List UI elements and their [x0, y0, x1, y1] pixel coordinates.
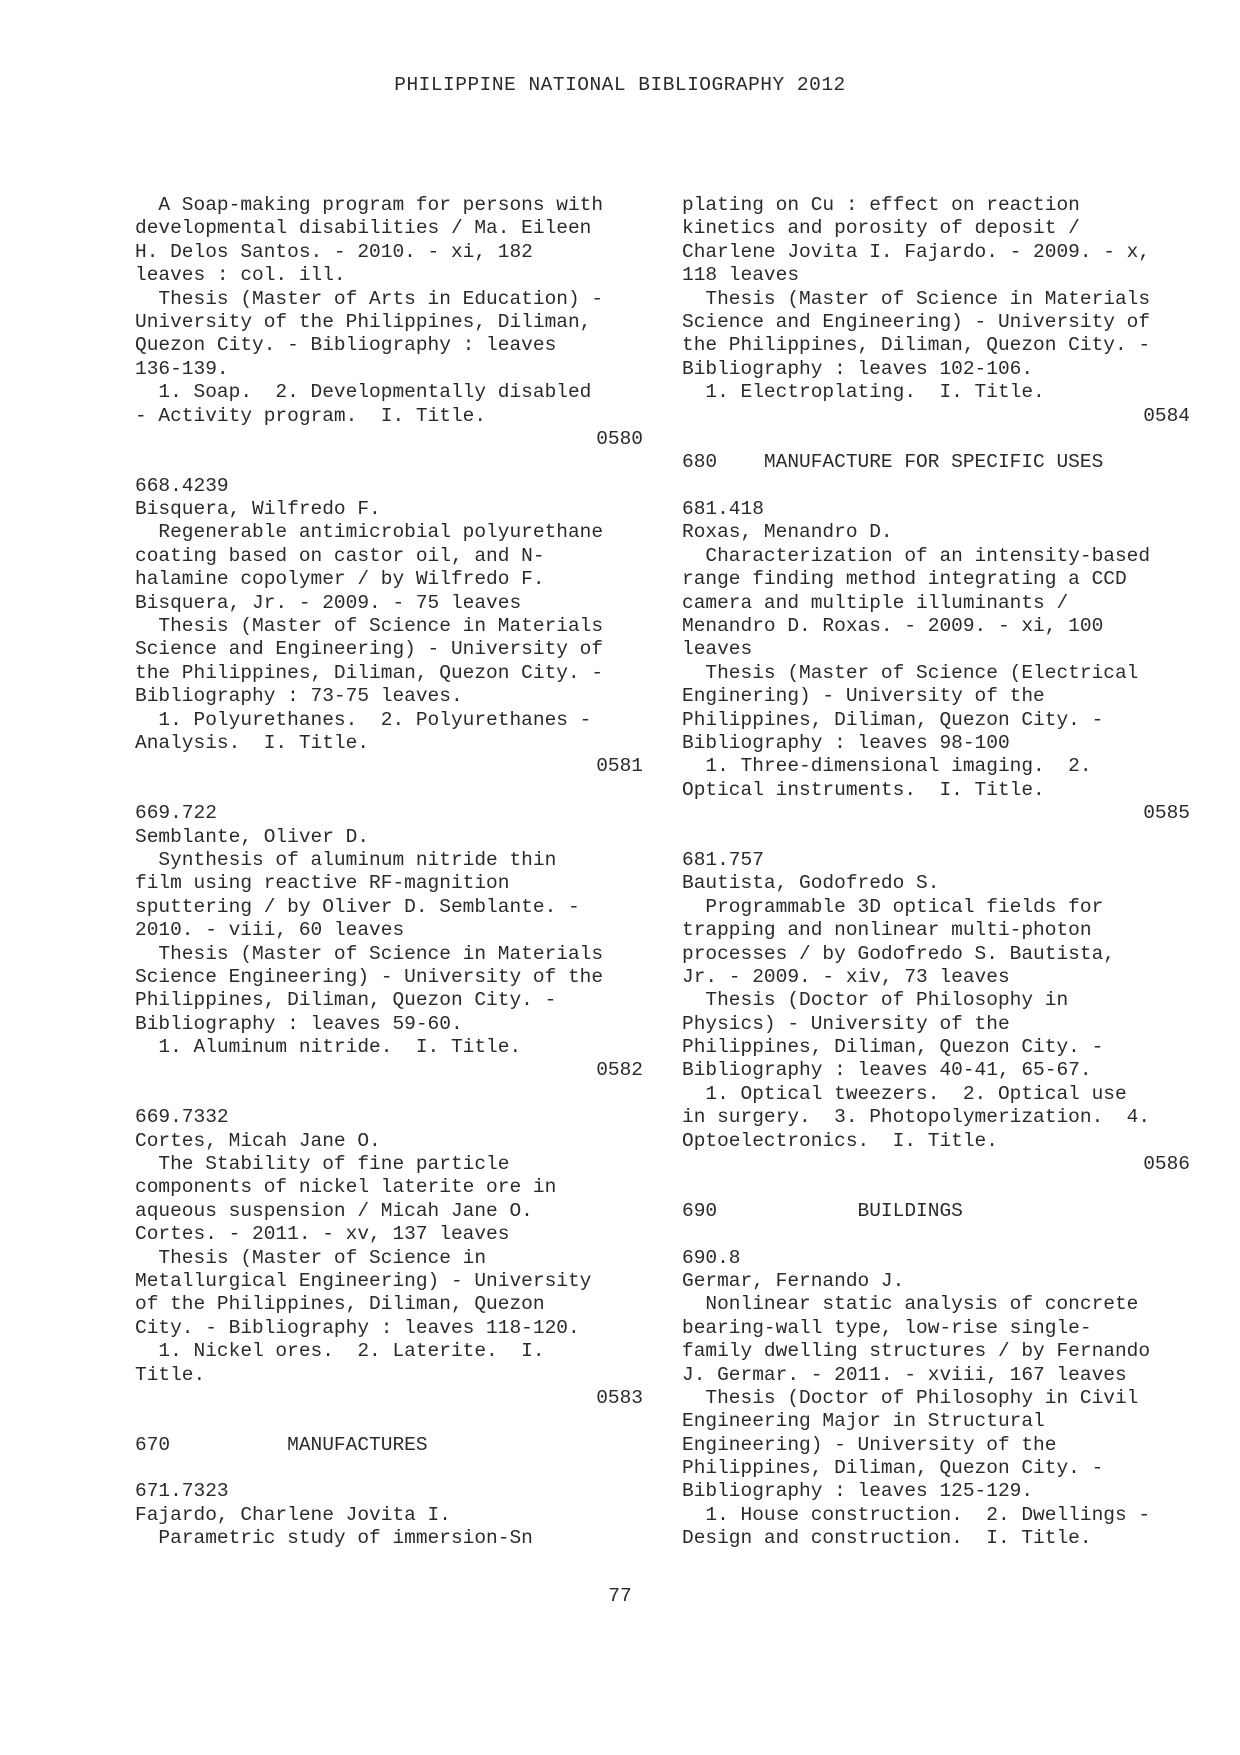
entry-line: Bibliography : leaves 59-60. — [135, 1012, 463, 1035]
entry-line: leaves — [682, 638, 753, 661]
entry-line: leaves : col. ill. — [135, 264, 346, 287]
call-number: 690.8 — [682, 1246, 741, 1269]
entry-line: Characterization of an intensity-based — [682, 544, 1151, 567]
call-number: 669.7332 — [135, 1106, 229, 1129]
entry-line: 118 leaves — [682, 264, 800, 287]
entry-line: Cortes, Micah Jane O. — [135, 1129, 381, 1152]
record-number: 0585 — [1143, 802, 1190, 825]
entry-line: in surgery. 3. Photopolymerization. 4. — [682, 1106, 1151, 1129]
entry-line: Science and Engineering) - University of — [682, 310, 1151, 333]
entry-line: Bibliography : 73-75 leaves. — [135, 685, 463, 708]
entry-line: Science and Engineering) - University of — [135, 638, 604, 661]
entry-line: Science Engineering) - University of the — [135, 965, 604, 988]
entry-line: the Philippines, Diliman, Quezon City. - — [135, 661, 604, 684]
entry-line: Regenerable antimicrobial polyurethane — [135, 521, 604, 544]
entry-line: Jr. - 2009. - xiv, 73 leaves — [682, 965, 1010, 988]
entry-line: sputtering / by Oliver D. Semblante. - — [135, 895, 580, 918]
entry-line — [682, 475, 1190, 498]
entry-line: Engineering Major in Structural — [682, 1410, 1045, 1433]
entry-line: Thesis (Master of Science in Materials — [135, 615, 604, 638]
entry-line: Thesis (Master of Science in Materials — [135, 942, 604, 965]
section-heading: 690 BUILDINGS — [682, 1199, 963, 1222]
entry-line: Nonlinear static analysis of concrete — [682, 1293, 1139, 1316]
entry-line: film using reactive RF-magnition — [135, 872, 510, 895]
entry-line: Roxas, Menandro D. — [682, 521, 893, 544]
entry-line: Philippines, Diliman, Quezon City. - — [682, 708, 1104, 731]
entry-line: 136-139. — [135, 357, 229, 380]
entry-line: Philippines, Diliman, Quezon City. - — [682, 1457, 1104, 1480]
entry-line: range finding method integrating a CCD — [682, 568, 1127, 591]
call-number: 671.7323 — [135, 1480, 229, 1503]
entry-line: Bibliography : leaves 98-100 — [682, 731, 1010, 754]
record-number: 0584 — [1143, 404, 1190, 427]
entry-line: H. Delos Santos. - 2010. - xi, 182 — [135, 240, 533, 263]
entry-line: City. - Bibliography : leaves 118-120. — [135, 1316, 580, 1339]
entry-line: the Philippines, Diliman, Quezon City. - — [682, 334, 1151, 357]
record-number: 0583 — [596, 1386, 643, 1409]
entry-line: Programmable 3D optical fields for — [682, 895, 1104, 918]
entry-line: Physics) - University of the — [682, 1012, 1010, 1035]
entry-line: A Soap-making program for persons with — [135, 194, 604, 216]
entry-line: Thesis (Master of Arts in Education) - — [135, 287, 604, 310]
entry-line — [682, 428, 1190, 451]
entry-line: 1. Nickel ores. 2. Laterite. I. — [135, 1340, 545, 1363]
entry-line — [682, 826, 1190, 849]
entry-line: Charlene Jovita I. Fajardo. - 2009. - x, — [682, 240, 1151, 263]
call-number: 669.722 — [135, 802, 217, 825]
entry-line: Thesis (Doctor of Philosophy in Civil — [682, 1386, 1139, 1409]
record-number: 0580 — [596, 427, 643, 450]
record-number: 0586 — [1143, 1153, 1190, 1176]
entry-line: Cortes. - 2011. - xv, 137 leaves — [135, 1223, 510, 1246]
entry-line: University of the Philippines, Diliman, — [135, 310, 592, 333]
running-header: PHILIPPINE NATIONAL BIBLIOGRAPHY 2012 — [394, 74, 846, 96]
entry-line — [135, 1457, 643, 1480]
entry-line: components of nickel laterite ore in — [135, 1176, 557, 1199]
entry-line: developmental disabilities / Ma. Eileen — [135, 217, 592, 240]
entry-line: family dwelling structures / by Fernando — [682, 1340, 1151, 1363]
entry-line: Optoelectronics. I. Title. — [682, 1129, 998, 1152]
call-number: 681.418 — [682, 498, 764, 521]
entry-line: Parametric study of immersion-Sn — [135, 1527, 533, 1550]
entry-line: Analysis. I. Title. — [135, 731, 370, 754]
entry-line: Quezon City. - Bibliography : leaves — [135, 334, 557, 357]
entry-line: 1. Electroplating. I. Title. — [682, 381, 1045, 404]
entry-line: Thesis (Master of Science (Electrical — [682, 661, 1139, 684]
entry-line: kinetics and porosity of deposit / — [682, 217, 1080, 240]
entry-line: Thesis (Master of Science in Materials — [682, 287, 1151, 310]
page-number: 77 — [608, 1585, 632, 1607]
call-number: 668.4239 — [135, 474, 229, 497]
entry-line: Bisquera, Jr. - 2009. - 75 leaves — [135, 591, 522, 614]
entry-line: Fajardo, Charlene Jovita I. — [135, 1503, 451, 1526]
entry-line: - Activity program. I. Title. — [135, 404, 487, 427]
entry-line: Design and construction. I. Title. — [682, 1527, 1092, 1550]
entry-line: Bibliography : leaves 125-129. — [682, 1480, 1034, 1503]
entry-line: Thesis (Master of Science in — [135, 1246, 487, 1269]
entry-line: bearing-wall type, low-rise single- — [682, 1316, 1092, 1339]
entry-line: Engineering) - University of the — [682, 1433, 1057, 1456]
record-number: 0582 — [596, 1059, 643, 1082]
entry-line: Menandro D. Roxas. - 2009. - xi, 100 — [682, 615, 1104, 638]
entry-line: trapping and nonlinear multi-photon — [682, 919, 1092, 942]
entry-line: Bibliography : leaves 102-106. — [682, 357, 1034, 380]
entry-line: Enginering) - University of the — [682, 685, 1045, 708]
entry-line: 1. Three-dimensional imaging. 2. — [682, 755, 1092, 778]
entry-line: Germar, Fernando J. — [682, 1269, 905, 1292]
left-column — [135, 194, 643, 1551]
entry-line: Bisquera, Wilfredo F. — [135, 498, 381, 521]
right-column — [682, 194, 1190, 1551]
entry-line: The Stability of fine particle — [135, 1153, 510, 1176]
entry-line: 1. Polyurethanes. 2. Polyurethanes - — [135, 708, 592, 731]
entry-line — [135, 1410, 643, 1433]
entry-line: 1. House construction. 2. Dwellings - — [682, 1503, 1151, 1526]
record-number: 0581 — [596, 755, 643, 778]
entry-line — [135, 1083, 643, 1106]
entry-line: 1. Aluminum nitride. I. Title. — [135, 1036, 522, 1059]
entry-line: Philippines, Diliman, Quezon City. - — [135, 989, 557, 1012]
entry-line: processes / by Godofredo S. Bautista, — [682, 942, 1115, 965]
entry-line: Metallurgical Engineering) - University — [135, 1269, 592, 1292]
section-heading: 680 MANUFACTURE FOR SPECIFIC USES — [682, 451, 1104, 474]
entry-line: 2010. - viii, 60 leaves — [135, 919, 405, 942]
entry-line: camera and multiple illuminants / — [682, 591, 1069, 614]
entry-line — [682, 1176, 1190, 1199]
entry-line: J. Germar. - 2011. - xviii, 167 leaves — [682, 1363, 1127, 1386]
entry-line: 1. Soap. 2. Developmentally disabled — [135, 381, 592, 404]
entry-line: aqueous suspension / Micah Jane O. — [135, 1199, 533, 1222]
entry-line: Synthesis of aluminum nitride thin — [135, 848, 557, 871]
entry-line: coating based on castor oil, and N- — [135, 544, 545, 567]
entry-line — [135, 779, 643, 802]
entry-line — [682, 1223, 1190, 1246]
call-number: 681.757 — [682, 848, 764, 871]
entry-line: halamine copolymer / by Wilfredo F. — [135, 568, 545, 591]
entry-line: 1. Optical tweezers. 2. Optical use — [682, 1082, 1127, 1105]
entry-line: Optical instruments. I. Title. — [682, 778, 1045, 801]
entry-line: plating on Cu : effect on reaction — [682, 194, 1080, 216]
entry-line — [135, 451, 643, 474]
entry-line: of the Philippines, Diliman, Quezon — [135, 1293, 545, 1316]
entry-line: Title. — [135, 1363, 206, 1386]
section-heading: 670 MANUFACTURES — [135, 1433, 428, 1456]
entry-line: Bautista, Godofredo S. — [682, 872, 940, 895]
entry-line: Thesis (Doctor of Philosophy in — [682, 989, 1069, 1012]
entry-line: Semblante, Oliver D. — [135, 825, 370, 848]
entry-line: Philippines, Diliman, Quezon City. - — [682, 1036, 1104, 1059]
entry-line: Bibliography : leaves 40-41, 65-67. — [682, 1059, 1092, 1082]
